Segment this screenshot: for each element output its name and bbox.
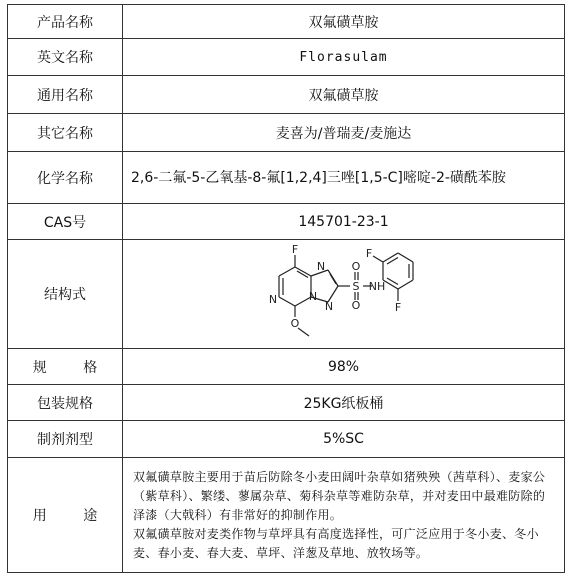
atom-n2: N — [324, 300, 333, 313]
row-other-names — [8, 114, 565, 152]
chemical-structure-diagram — [259, 242, 429, 346]
atom-n1: N — [316, 260, 325, 273]
value-common-name: 双氟磺草胺 — [123, 76, 565, 114]
label-english-name: 英文名称 — [8, 39, 123, 76]
label-cas: CAS号 — [8, 204, 123, 240]
value-usage — [123, 458, 565, 573]
atom-f-top: F — [291, 243, 298, 256]
atom-o-bottom: O — [351, 299, 360, 312]
value-other-names: 麦喜为/普瑞麦/麦施达 — [123, 114, 565, 152]
label-chemical-name: 化学名称 — [8, 152, 123, 204]
row-structure — [8, 240, 565, 349]
row-packaging — [8, 385, 565, 421]
row-common-name — [8, 76, 565, 114]
row-spec — [8, 349, 565, 385]
row-product-name — [8, 5, 565, 39]
label-spec: 规 格 — [8, 349, 123, 385]
value-formulation: 5%SC — [123, 421, 565, 458]
atom-o-top: O — [351, 260, 360, 273]
label-usage: 用 途 — [8, 458, 123, 573]
row-usage — [8, 458, 565, 573]
value-packaging: 25KG纸板桶 — [123, 385, 565, 421]
atom-f-right: F — [394, 301, 401, 314]
atom-f-left: F — [365, 247, 372, 260]
atom-s: S — [352, 280, 359, 293]
atom-n4: N — [268, 293, 277, 306]
value-cas: 145701-23-1 — [123, 204, 565, 240]
label-formulation: 制剂剂型 — [8, 421, 123, 458]
product-spec-table — [7, 4, 565, 573]
atom-nh: NH — [368, 280, 385, 293]
label-structure: 结构式 — [8, 240, 123, 349]
structure-cell — [123, 240, 565, 349]
row-cas — [8, 204, 565, 240]
atom-n3: N — [308, 290, 317, 303]
label-common-name: 通用名称 — [8, 76, 123, 114]
value-product-name: 双氟磺草胺 — [123, 5, 565, 39]
label-packaging: 包装规格 — [8, 385, 123, 421]
atom-o-methoxy: O — [290, 317, 299, 330]
value-chemical-name: 2,6-二氟-5-乙氧基-8-氟[1,2,4]三唑[1,5-C]嘧啶-2-磺酰苯胺 — [123, 152, 565, 204]
usage-paragraph-1: 双氟磺草胺主要用于苗后防除冬小麦田阔叶杂草如猪殃殃（茜草科）、麦家公（紫草科）、繁缕、蓼属杂草、菊科杂草等难防杂草，并对麦田中最难防除的泽漆（大戟科）有非常好的抑制作用。 — [133, 469, 546, 522]
row-english-name — [8, 39, 565, 76]
row-chemical-name — [8, 152, 565, 204]
row-formulation — [8, 421, 565, 458]
value-english-name: Florasulam — [123, 39, 565, 76]
value-spec: 98% — [123, 349, 565, 385]
label-product-name: 产品名称 — [8, 5, 123, 39]
usage-paragraph-2: 双氟磺草胺对麦类作物与草坪具有高度选择性，可广泛应用于冬小麦、冬小麦、春小麦、春大麦、草坪、洋葱及草地、放牧场等。 — [133, 526, 539, 560]
label-other-names: 其它名称 — [8, 114, 123, 152]
